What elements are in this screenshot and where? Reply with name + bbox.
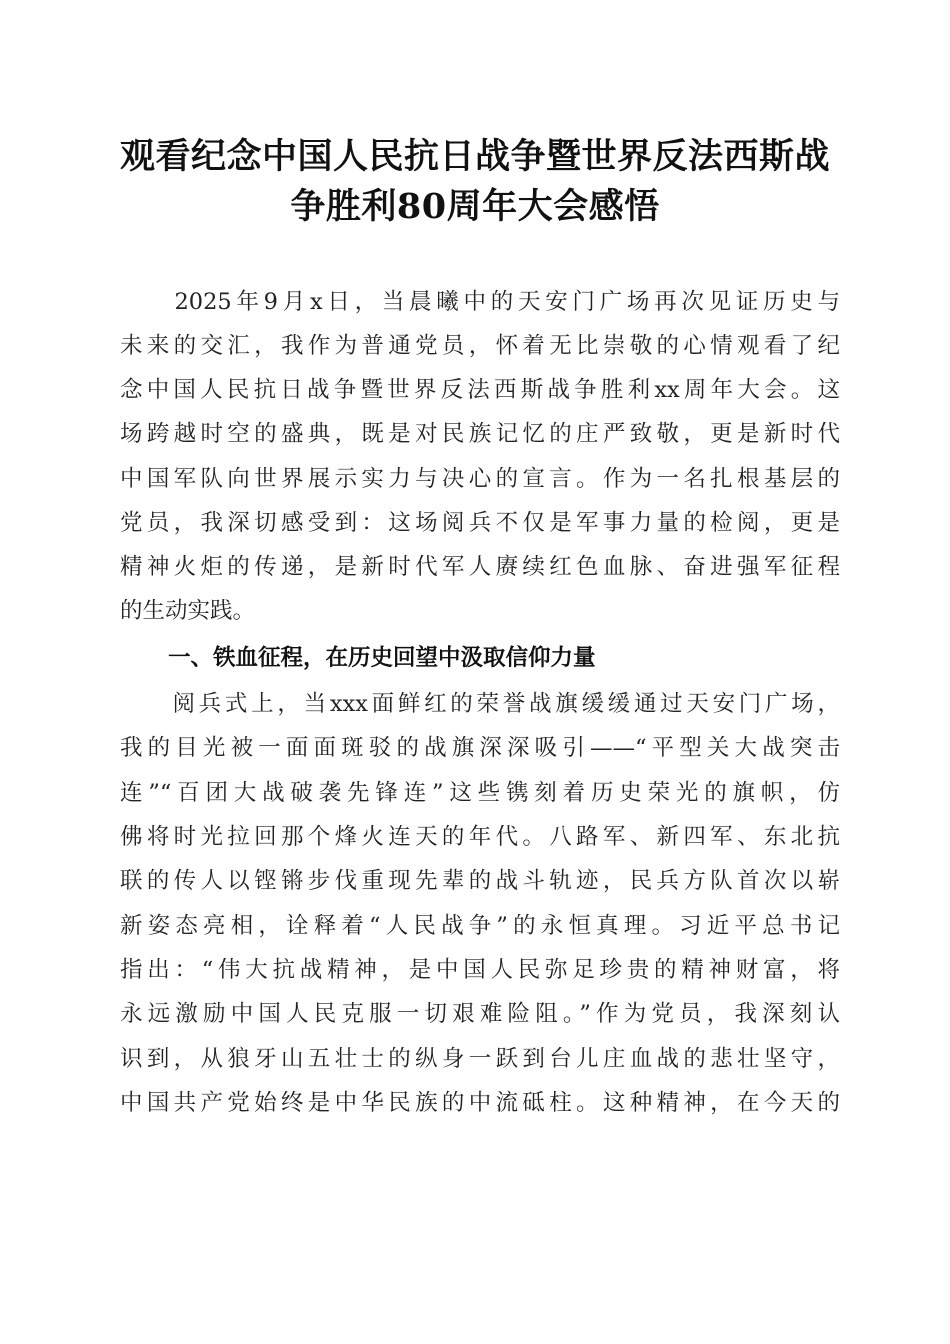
paragraph-line: 我的目光被一面面斑驳的战旗深深吸引——“平型关大战突击 xyxy=(120,735,840,761)
paragraph-line: 场跨越时空的盛典，既是对民族记忆的庄严致敬，更是新时代 xyxy=(120,421,840,447)
paragraph-line: 党员，我深切感受到：这场阅兵不仅是军事力量的检阅，更是 xyxy=(120,510,840,536)
paragraph-line: 2025年9月x日，当晨曦中的天安门广场再次见证历史与 xyxy=(120,289,840,315)
paragraph-line: 精神火炬的传递，是新时代军人赓续红色血脉、奋进强军征程 xyxy=(120,554,840,580)
paragraph-line: 永远激励中国人民克服一切艰难险阻。”作为党员，我深刻认 xyxy=(120,1001,840,1027)
paragraph-line: 念中国人民抗日战争暨世界反法西斯战争胜利xx周年大会。这 xyxy=(120,377,840,403)
paragraph-line: 新姿态亮相，诠释着“人民战争”的永恒真理。习近平总书记 xyxy=(120,913,840,939)
paragraph-line: 阅兵式上，当xxx面鲜红的荣誉战旗缓缓通过天安门广场， xyxy=(120,691,840,717)
paragraph-line: 中国共产党始终是中华民族的中流砥柱。这种精神，在今天的 xyxy=(120,1090,840,1116)
paragraph-line: 佛将时光拉回那个烽火连天的年代。八路军、新四军、东北抗 xyxy=(120,824,840,850)
title-line: 观看纪念中国人民抗日战争暨世界反法西斯战 xyxy=(119,136,830,177)
paragraph-line: 的生动实践。 xyxy=(120,598,256,624)
paragraph-line: 联的传人以铿锵步伐重现先辈的战斗轨迹，民兵方队首次以崭 xyxy=(120,868,840,894)
document-title xyxy=(110,132,840,232)
title-line: 争胜利80周年大会感悟 xyxy=(290,186,660,227)
section-heading: 一、铁血征程，在历史回望中汲取信仰力量 xyxy=(168,645,596,671)
paragraph-line: 指出：“伟大抗战精神，是中国人民弥足珍贵的精神财富，将 xyxy=(120,957,840,983)
paragraph-line: 未来的交汇，我作为普通党员，怀着无比崇敬的心情观看了纪 xyxy=(120,333,840,359)
paragraph-line: 连”“百团大战破袭先锋连”这些镌刻着历史荣光的旗帜，仿 xyxy=(120,780,840,806)
paragraph-line: 中国军队向世界展示实力与决心的宣言。作为一名扎根基层的 xyxy=(120,466,840,492)
paragraph-line: 识到，从狼牙山五壮士的纵身一跃到台儿庄血战的悲壮坚守， xyxy=(120,1046,840,1072)
